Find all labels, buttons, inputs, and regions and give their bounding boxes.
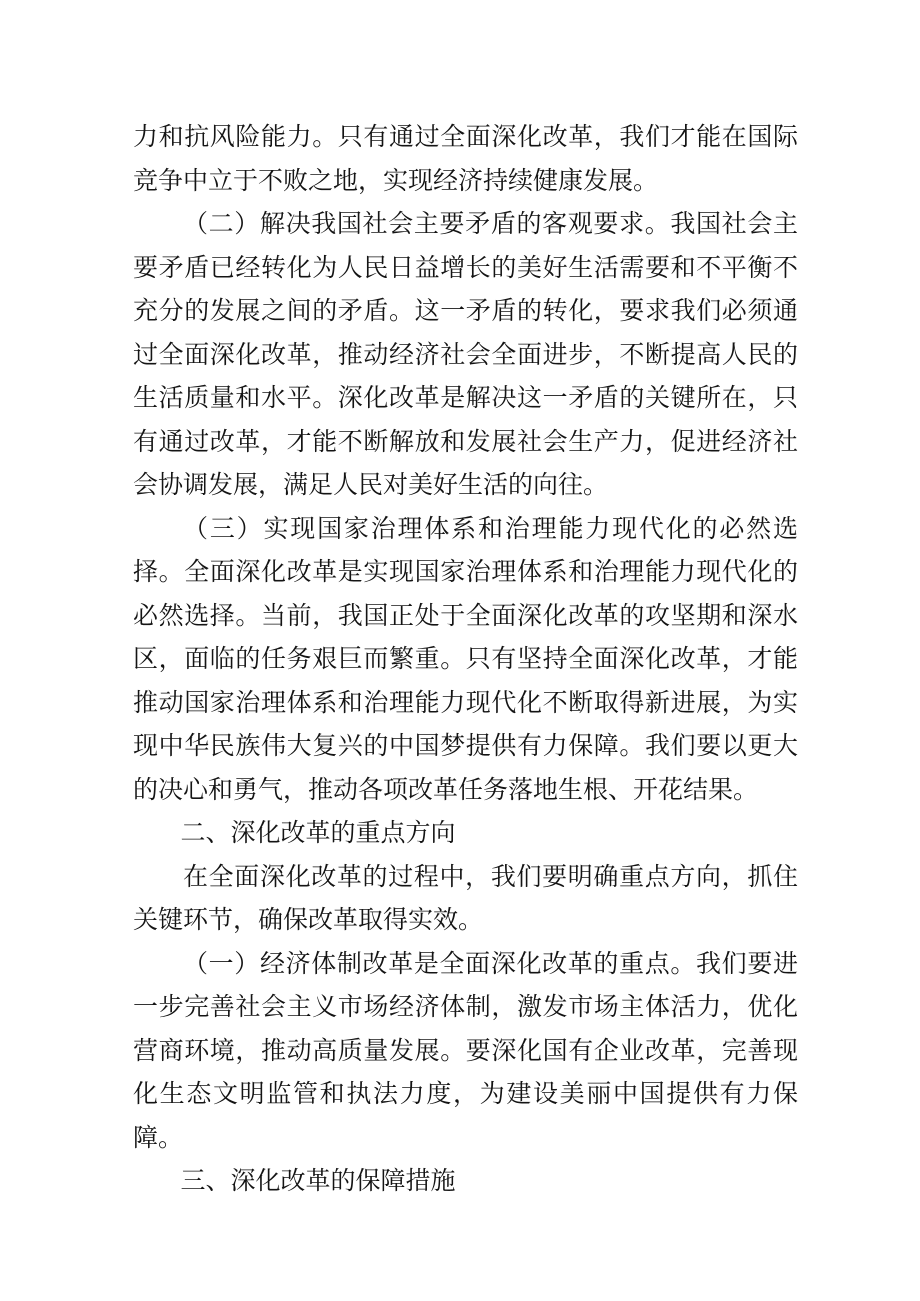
paragraph-section-2-1: （一）经济体制改革是全面深化改革的重点。我们要进一步完善社会主义市场经济体制，激发市场主体活力，优化营商环境，推动高质量发展。要深化国有企业改革，完善现化生态文明监管和执法力度，为建设美丽中国提供有力保障。 [133, 948, 798, 1152]
paragraph-section-1-3: （三）实现国家治理体系和治理能力现代化的必然选择。全面深化改革是实现国家治理体系和治理能力现代化的必然选择。当前，我国正处于全面深化改革的攻坚期和深水区，面临的任务艰巨而繁重。只有坚持全面深化改革，才能推动国家治理体系和治理能力现代化不断取得新进展，为实现中华民族伟大复兴的中国梦提供有力保障。我们要以更大的决心和勇气，推动各项改革任务落地生根、开花结果。 [133, 513, 798, 804]
paragraph-continuation: 力和抗风险能力。只有通过全面深化改革，我们才能在国际竞争中立于不败之地，实现经济持续健康发展。 [133, 122, 798, 195]
paragraph-section-1-2: （二）解决我国社会主要矛盾的客观要求。我国社会主要矛盾已经转化为人民日益增长的美好生活需要和不平衡不充分的发展之间的矛盾。这一矛盾的转化，要求我们必须通过全面深化改革，推动经济社会全面进步，不断提高人民的生活质量和水平。深化改革是解决这一矛盾的关键所在，只有通过改革，才能不断解放和发展社会生产力，促进经济社会协调发展，满足人民对美好生活的向往。 [133, 209, 798, 499]
paragraph-section-2-intro: 在全面深化改革的过程中，我们要明确重点方向，抓住关键环节，确保改革取得实效。 [133, 861, 798, 934]
heading-section-2: 二、深化改革的重点方向 [180, 818, 456, 847]
document-body [133, 115, 798, 1203]
heading-section-3: 三、深化改革的保障措施 [180, 1166, 456, 1195]
